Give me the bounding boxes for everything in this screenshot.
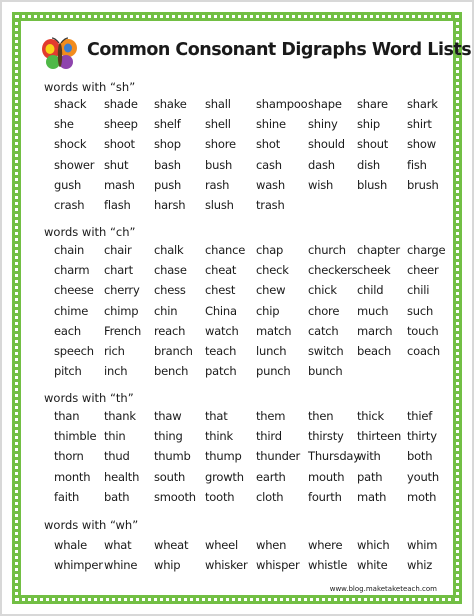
word-item: inch — [104, 364, 128, 379]
word-item: shack — [54, 97, 87, 111]
word-item: China — [205, 303, 237, 318]
word-item: chest — [205, 283, 236, 298]
word-item: coach — [407, 343, 441, 358]
word-item: trash — [256, 197, 285, 212]
word-item: checkers — [308, 263, 358, 278]
word-item: chip — [256, 303, 280, 318]
word-item: thirteen — [357, 429, 402, 444]
word-grid-th — [54, 406, 458, 507]
word-item: shiny — [308, 117, 338, 132]
word-item: pitch — [54, 364, 82, 379]
word-grid-sh — [54, 94, 458, 215]
word-item: speech — [54, 343, 94, 358]
word-item: shelf — [154, 117, 181, 132]
word-item: health — [104, 469, 140, 484]
word-item: bunch — [308, 364, 343, 379]
word-item: charge — [407, 243, 446, 257]
word-item: she — [54, 117, 74, 132]
word-item: whine — [104, 558, 138, 573]
word-item: bush — [205, 157, 233, 172]
word-item: much — [357, 303, 389, 318]
word-item: month — [54, 469, 91, 484]
word-item: with — [357, 449, 381, 464]
word-item: thirsty — [308, 429, 344, 444]
word-item: thimble — [54, 429, 97, 444]
word-item: thief — [407, 409, 433, 423]
section-heading-sh: words with “sh” — [44, 80, 136, 94]
word-item: whiz — [407, 558, 433, 573]
word-item: show — [407, 137, 436, 152]
word-item: beach — [357, 343, 392, 358]
word-item: where — [308, 538, 343, 552]
word-item: when — [256, 538, 287, 552]
word-item: chin — [154, 303, 178, 318]
word-item: teach — [205, 343, 237, 358]
word-item: shock — [54, 137, 87, 152]
word-item: shore — [205, 137, 236, 152]
word-item: share — [357, 97, 388, 111]
word-item: wheat — [154, 538, 189, 552]
word-item: dish — [357, 157, 380, 172]
word-item: then — [308, 409, 334, 423]
word-item: each — [54, 323, 81, 338]
word-item: touch — [407, 323, 439, 338]
word-item: check — [256, 263, 289, 278]
page-border — [12, 12, 472, 604]
word-item: that — [205, 409, 228, 423]
word-item: child — [357, 283, 384, 298]
word-item: slush — [205, 197, 234, 212]
word-item: patch — [205, 364, 237, 379]
word-item: crash — [54, 197, 85, 212]
word-item: chick — [308, 283, 337, 298]
word-item: thaw — [154, 409, 182, 423]
page-title: Common Consonant Digraphs Word Lists — [87, 40, 472, 60]
word-item: chili — [407, 283, 430, 298]
word-item: thumb — [154, 449, 191, 464]
word-item: south — [154, 469, 186, 484]
word-item: blush — [357, 177, 388, 192]
word-item: brush — [407, 177, 439, 192]
word-item: youth — [407, 469, 439, 484]
word-item: chart — [104, 263, 133, 278]
word-item: cheek — [357, 263, 391, 278]
word-item: them — [256, 409, 286, 423]
word-item: gush — [54, 177, 82, 192]
word-item: chapter — [357, 243, 400, 257]
word-item: chew — [256, 283, 286, 298]
word-item: shot — [256, 137, 281, 152]
word-item: tooth — [205, 489, 235, 504]
word-item: whip — [154, 558, 181, 573]
word-item: thin — [104, 429, 126, 444]
word-item: math — [357, 489, 387, 504]
word-item: chess — [154, 283, 186, 298]
word-item: march — [357, 323, 393, 338]
word-item: such — [407, 303, 434, 318]
word-item: shut — [104, 157, 129, 172]
word-item: thick — [357, 409, 384, 423]
word-item: branch — [154, 343, 193, 358]
word-item: sheep — [104, 117, 138, 132]
word-item: both — [407, 449, 433, 464]
word-item: chalk — [154, 243, 184, 257]
word-item: lunch — [256, 343, 287, 358]
word-item: ship — [357, 117, 380, 132]
word-item: match — [256, 323, 292, 338]
section-heading-ch: words with “ch” — [44, 225, 136, 239]
word-item: chimp — [104, 303, 139, 318]
word-item: than — [54, 409, 80, 423]
word-item: fish — [407, 157, 427, 172]
word-item: should — [308, 137, 345, 152]
word-item: shower — [54, 157, 95, 172]
word-item: shade — [104, 97, 138, 111]
word-item: wash — [256, 177, 285, 192]
word-item: dash — [308, 157, 335, 172]
word-item: moth — [407, 489, 437, 504]
word-item: rich — [104, 343, 125, 358]
word-item: chap — [256, 243, 284, 257]
word-item: shall — [205, 97, 231, 111]
word-item: what — [104, 538, 132, 552]
word-item: cherry — [104, 283, 140, 298]
word-item: rash — [205, 177, 230, 192]
word-item: harsh — [154, 197, 186, 212]
word-item: chain — [54, 243, 85, 257]
word-item: third — [256, 429, 282, 444]
footer-url: www.blog.maketaketeach.com — [329, 585, 437, 593]
word-item: thirty — [407, 429, 437, 444]
word-item: fourth — [308, 489, 342, 504]
word-item: cheer — [407, 263, 439, 278]
header — [29, 37, 472, 71]
word-item: cash — [256, 157, 282, 172]
word-item: shark — [407, 97, 438, 111]
worksheet-page — [2, 2, 472, 614]
word-item: Thursday — [308, 449, 360, 464]
word-item: whisper — [256, 558, 300, 573]
word-item: thank — [104, 409, 136, 423]
word-item: cloth — [256, 489, 284, 504]
word-item: cheese — [54, 283, 94, 298]
word-item: which — [357, 538, 390, 552]
word-item: punch — [256, 364, 291, 379]
word-item: push — [154, 177, 182, 192]
word-item: wish — [308, 177, 334, 192]
word-item: whim — [407, 538, 438, 552]
word-item: whale — [54, 538, 88, 552]
word-item: smooth — [154, 489, 196, 504]
word-item: mash — [104, 177, 135, 192]
word-item: bash — [154, 157, 181, 172]
word-item: chase — [154, 263, 187, 278]
word-item: faith — [54, 489, 80, 504]
word-item: chime — [54, 303, 89, 318]
word-item: wheel — [205, 538, 239, 552]
word-item: chance — [205, 243, 246, 257]
word-item: thorn — [54, 449, 84, 464]
word-item: shell — [205, 117, 231, 132]
word-item: mouth — [308, 469, 345, 484]
word-item: French — [104, 323, 142, 338]
butterfly-icon — [41, 37, 79, 71]
word-item: bench — [154, 364, 189, 379]
word-item: path — [357, 469, 383, 484]
word-item: chore — [308, 303, 340, 318]
word-item: shine — [256, 117, 286, 132]
word-item: growth — [205, 469, 244, 484]
word-item: cheat — [205, 263, 237, 278]
word-item: shout — [357, 137, 389, 152]
word-item: thunder — [256, 449, 301, 464]
word-item: shake — [154, 97, 187, 111]
word-item: shop — [154, 137, 181, 152]
word-item: charm — [54, 263, 90, 278]
word-item: thud — [104, 449, 130, 464]
word-item: bath — [104, 489, 130, 504]
word-item: shirt — [407, 117, 432, 132]
word-item: catch — [308, 323, 339, 338]
section-heading-th: words with “th” — [44, 391, 134, 405]
section-heading-wh: words with “wh” — [44, 518, 139, 532]
word-item: white — [357, 558, 388, 573]
word-item: reach — [154, 323, 186, 338]
word-item: think — [205, 429, 233, 444]
word-item: flash — [104, 197, 131, 212]
word-item: switch — [308, 343, 344, 358]
word-item: watch — [205, 323, 239, 338]
word-item: whisker — [205, 558, 248, 573]
word-item: earth — [256, 469, 286, 484]
word-item: shoot — [104, 137, 135, 152]
word-item: whistle — [308, 558, 348, 573]
word-item: shape — [308, 97, 342, 111]
word-grid-ch — [54, 240, 458, 381]
word-item: whimper — [54, 558, 103, 573]
word-item: thing — [154, 429, 183, 444]
word-grid-wh — [54, 535, 458, 575]
word-item: shampoo — [256, 97, 308, 111]
word-item: church — [308, 243, 346, 257]
word-item: thump — [205, 449, 242, 464]
word-item: chair — [104, 243, 132, 257]
